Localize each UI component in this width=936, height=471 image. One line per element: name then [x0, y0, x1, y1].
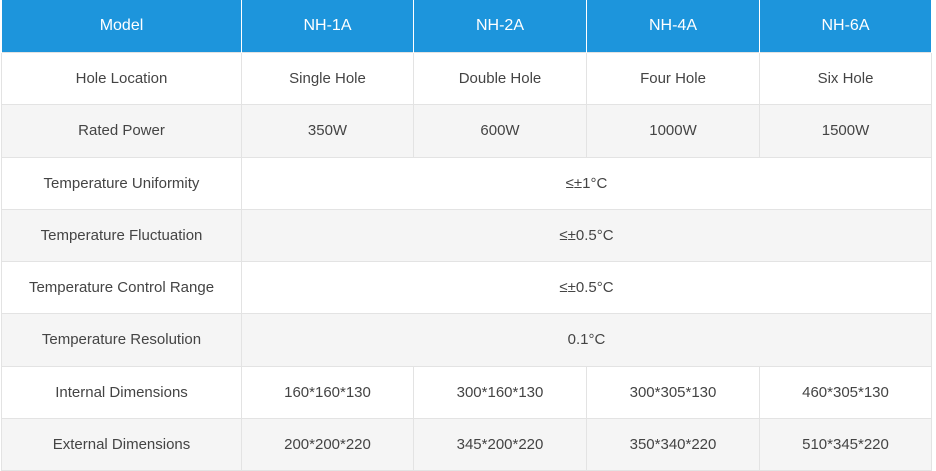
table-cell: 200*200*220 — [242, 418, 414, 470]
table-cell: Single Hole — [242, 53, 414, 105]
table-row-temperature-fluctuation — [2, 209, 932, 261]
table-row-hole-location — [2, 53, 932, 105]
table-cell: 600W — [414, 105, 587, 157]
row-label: Temperature Uniformity — [2, 157, 242, 209]
table-row-temperature-resolution — [2, 314, 932, 366]
table-cell: 350W — [242, 105, 414, 157]
header-row — [2, 0, 932, 53]
table-cell: 350*340*220 — [587, 418, 760, 470]
table-cell: 300*305*130 — [587, 366, 760, 418]
row-label: Internal Dimensions — [2, 366, 242, 418]
header-nh-6a: NH-6A — [760, 0, 932, 53]
table-cell-merged: ≤±1°C — [242, 157, 932, 209]
row-label: Rated Power — [2, 105, 242, 157]
table-row-rated-power — [2, 105, 932, 157]
table-cell-merged: ≤±0.5°C — [242, 262, 932, 314]
header-nh-4a: NH-4A — [587, 0, 760, 53]
table-cell: 1000W — [587, 105, 760, 157]
table-row-temperature-control-range — [2, 262, 932, 314]
table-cell: 345*200*220 — [414, 418, 587, 470]
header-model: Model — [2, 0, 242, 53]
row-label: External Dimensions — [2, 418, 242, 470]
table-cell: Four Hole — [587, 53, 760, 105]
table-row-temperature-uniformity — [2, 157, 932, 209]
header-nh-1a: NH-1A — [242, 0, 414, 53]
table-cell: 460*305*130 — [760, 366, 932, 418]
table-cell: 510*345*220 — [760, 418, 932, 470]
header-nh-2a: NH-2A — [414, 0, 587, 53]
table-cell: Double Hole — [414, 53, 587, 105]
table-cell: Six Hole — [760, 53, 932, 105]
table-cell-merged: ≤±0.5°C — [242, 209, 932, 261]
row-label: Temperature Fluctuation — [2, 209, 242, 261]
spec-table — [1, 0, 932, 471]
table-cell: 1500W — [760, 105, 932, 157]
table-row-external-dimensions — [2, 418, 932, 470]
row-label: Temperature Resolution — [2, 314, 242, 366]
row-label: Hole Location — [2, 53, 242, 105]
row-label: Temperature Control Range — [2, 262, 242, 314]
table-cell: 160*160*130 — [242, 366, 414, 418]
table-cell-merged: 0.1°C — [242, 314, 932, 366]
table-row-internal-dimensions — [2, 366, 932, 418]
table-cell: 300*160*130 — [414, 366, 587, 418]
